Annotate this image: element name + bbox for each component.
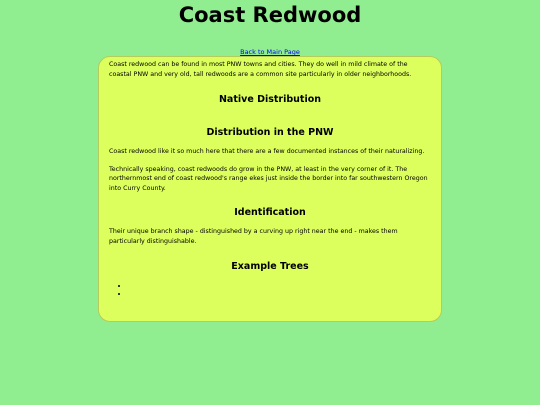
intro-paragraph: Coast redwood can be found in most PNW towns and cities. They do well in mild climate of the coastal PNW and very old, tall redwoods are a common site particularly in older neighborhoods. <box>109 61 412 78</box>
back-link-container <box>0 44 540 54</box>
native-distribution-heading: Native Distribution <box>218 94 322 105</box>
example-trees-list <box>109 282 431 298</box>
pnw-paragraph-2: Technically speaking, coast redwoods do grow in the PNW, at least in the very corner of it. The northernmost end of coast redwood's range ekes just inside the border into far southwestern Oregon into Curry County. <box>109 165 428 192</box>
back-to-main-link[interactable]: Back to Main Page <box>240 48 300 56</box>
page-title: Coast Redwood <box>178 3 362 27</box>
example-trees-heading: Example Trees <box>231 261 309 272</box>
pnw-paragraph-1: Coast redwood like it so much here that there are a few documented instances of their naturalizing. <box>109 148 425 155</box>
pnw-distribution-heading: Distribution in the PNW <box>206 127 334 138</box>
example-tree-item <box>129 282 431 290</box>
identification-paragraph: Their unique branch shape - distinguished by a curving up right near the end - makes them particularly distinguishable. <box>109 228 398 245</box>
content-card <box>98 56 442 322</box>
identification-heading: Identification <box>234 207 306 218</box>
example-tree-item <box>129 290 431 298</box>
